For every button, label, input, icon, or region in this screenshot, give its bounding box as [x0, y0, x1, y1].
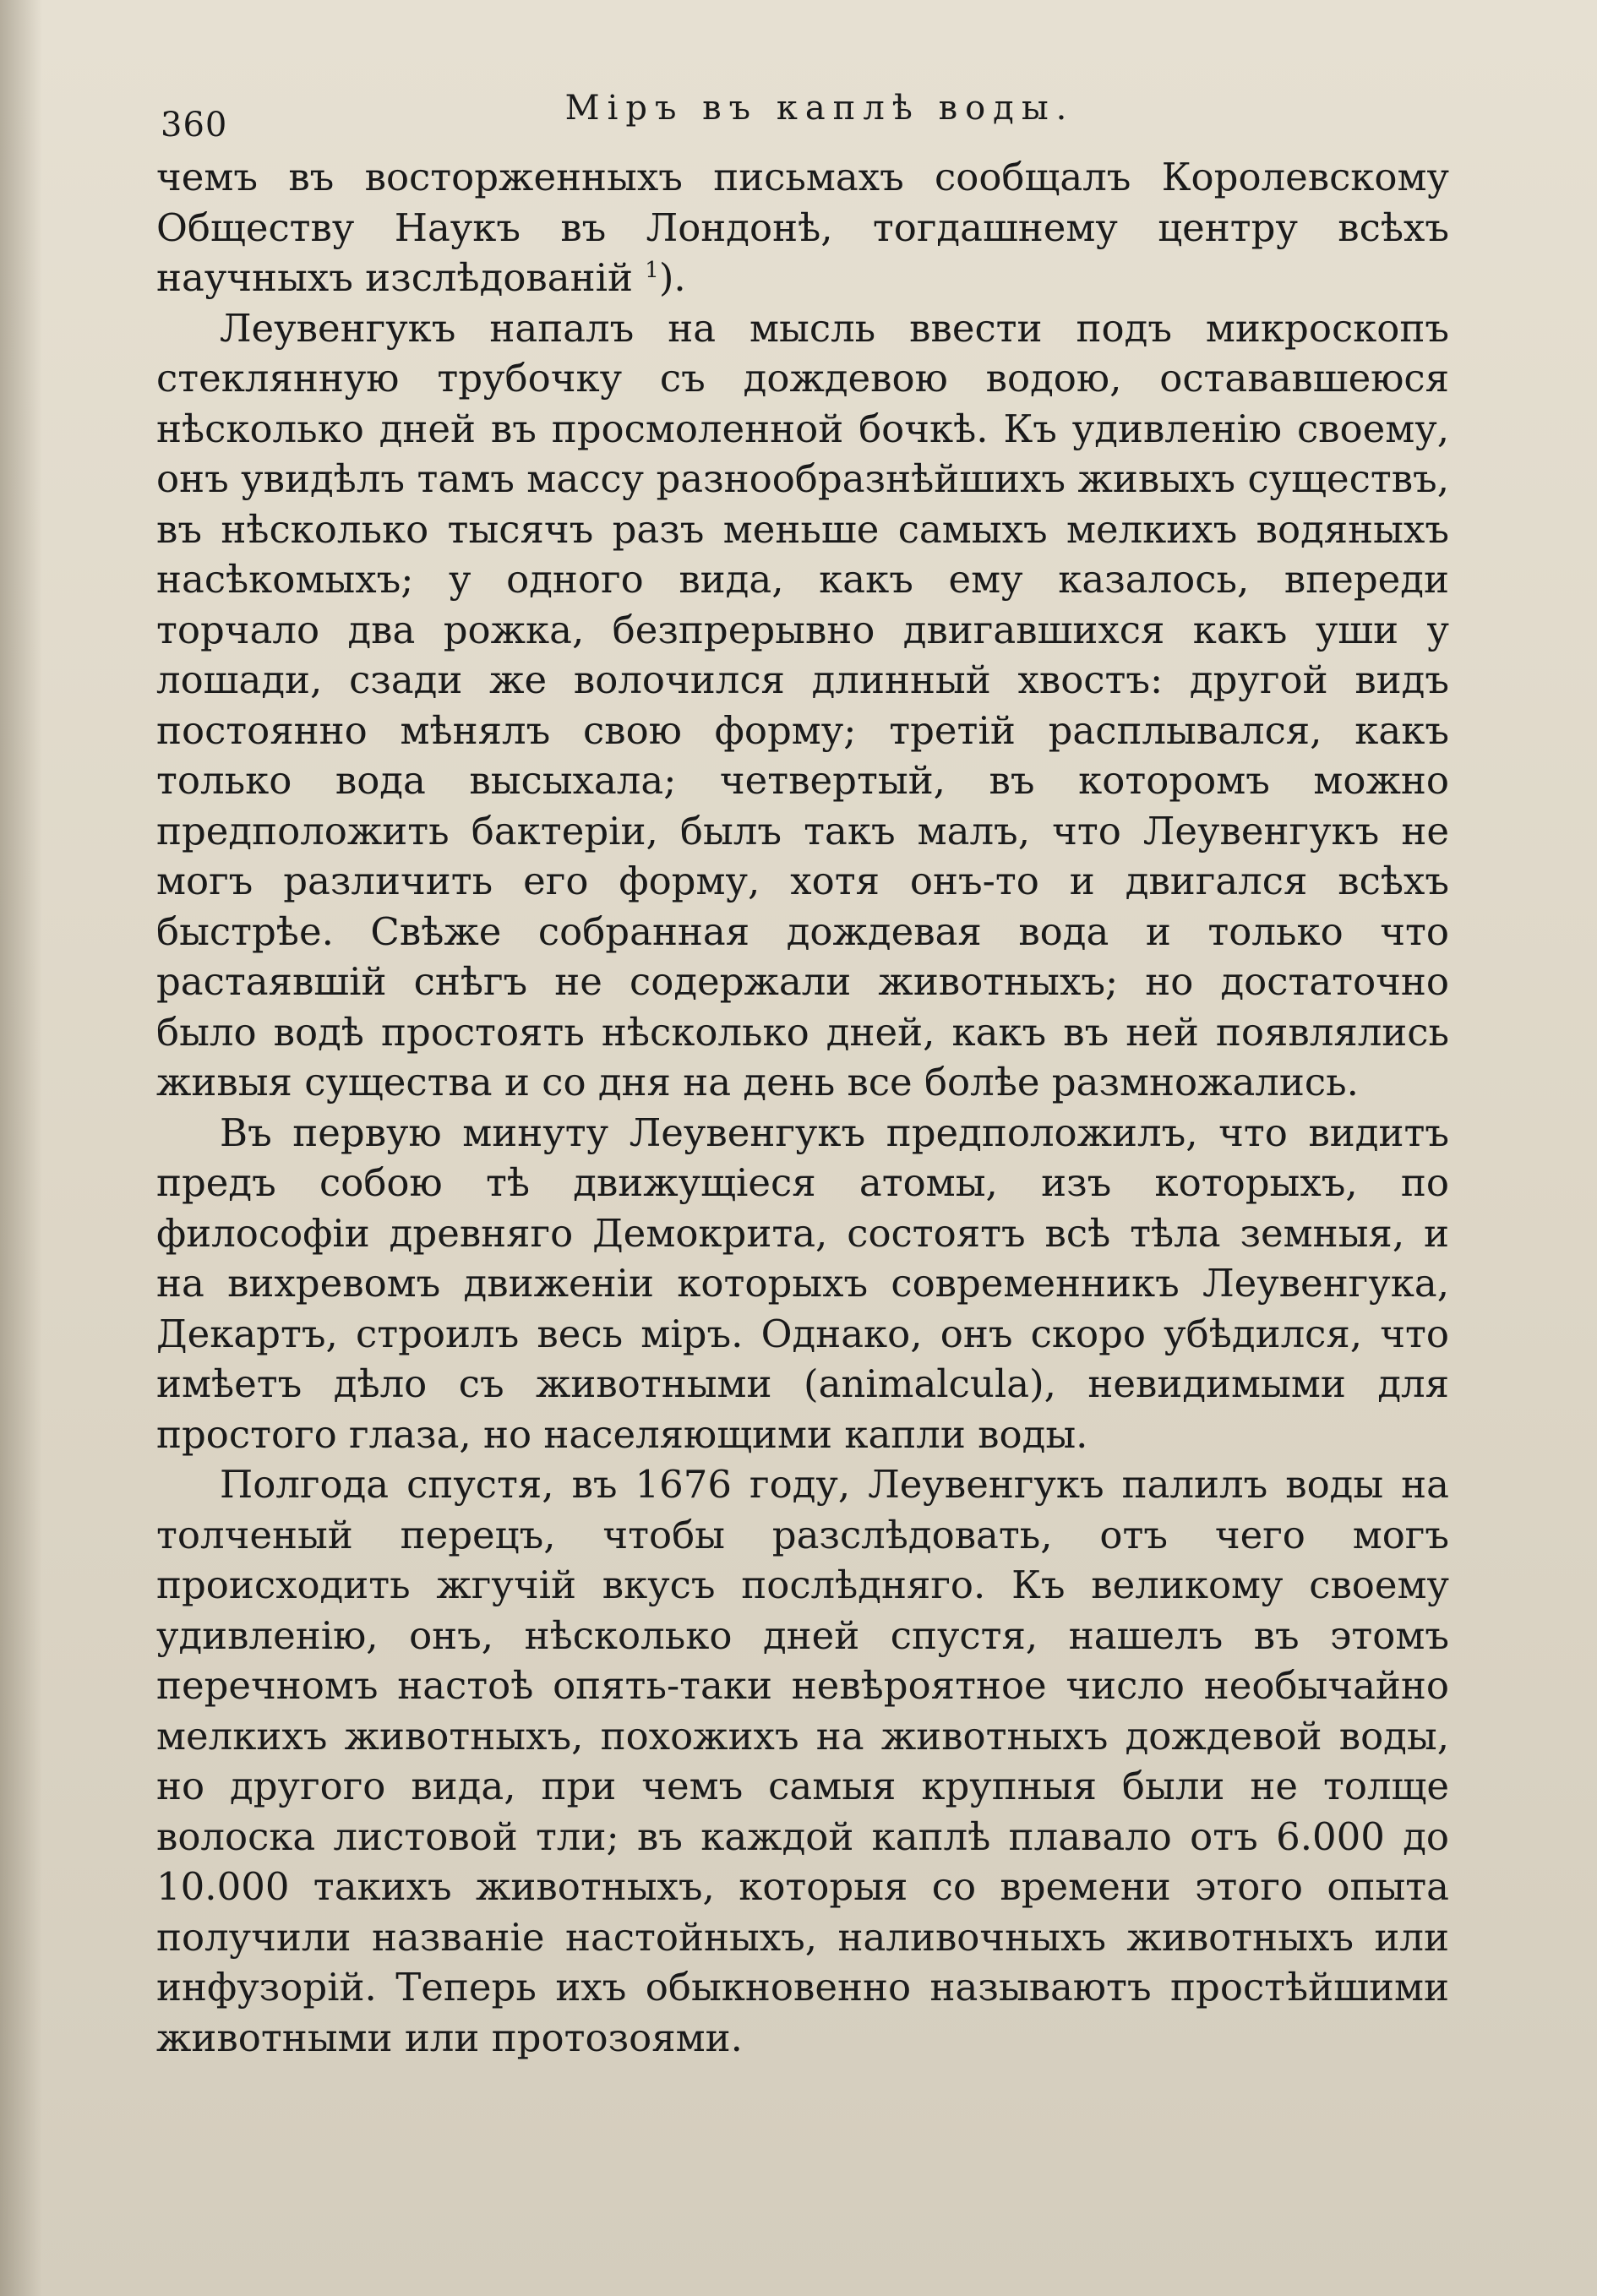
- paragraph-text: Полгода спустя, въ 1676 году, Леувенгукъ палилъ воды на толченый перецъ, чтобы разслѣдовать, отъ чего могъ происходить жгучій вкусъ послѣдняго. Къ великому своему удивленію, онъ, нѣсколько дней спустя, нашелъ въ этомъ перечномъ настоѣ опять-таки невѣроятное число необычайно мелкихъ животныхъ, похожихъ на животныхъ дождевой воды, но другого вида, при чемъ самыя крупныя были не толще волоска листовой тли; въ каждой каплѣ плавало отъ 6.000 до 10.000 такихъ животныхъ, которыя со времени этого опыта получили названіе настойныхъ, наливочныхъ животныхъ или инфузорій. Теперь ихъ обыкновенно называютъ простѣйшими животными или протозоями.: [156, 1462, 1449, 2060]
- paragraph-tail: ).: [658, 255, 686, 300]
- body-text: [156, 152, 1449, 2063]
- paragraph: [156, 1108, 1449, 1460]
- page-edge-shadow: [0, 0, 42, 2296]
- page-header: [161, 89, 1445, 145]
- paragraph-text: Леувенгукъ напалъ на мысль ввести подъ микроскопъ стеклянную трубочку съ дождевою водою, остававшеюся нѣсколько дней въ просмоленной бочкѣ. Къ удивленію своему, онъ увидѣлъ тамъ массу разнообразнѣйшихъ живыхъ существъ, въ нѣсколько тысячъ разъ меньше самыхъ мелкихъ водяныхъ насѣкомыхъ; у одного вида, какъ ему казалось, впереди торчало два рожка, безпрерывно двигавшихся какъ уши у лошади, сзади же волочился длинный хвостъ: другой видъ постоянно мѣнялъ свою форму; третій расплывался, какъ только вода высыхала; четвертый, въ которомъ можно предположить бактеріи, былъ такъ малъ, что Леувенгукъ не могъ различить его форму, хотя онъ-то и двигался всѣхъ быстрѣе. Свѣже собранная дождевая вода и только что растаявшій снѣгъ не содержали животныхъ; но достаточно было водѣ простоять нѣсколько дней, какъ въ ней появлялись живыя существа и со дня на день все болѣе размножались.: [156, 305, 1449, 1104]
- paragraph-text: чемъ въ восторженныхъ письмахъ сообщалъ Королевскому Обществу Наукъ въ Лондонѣ, тогдашнему центру всѣхъ научныхъ изслѣдованій: [156, 155, 1449, 300]
- running-title: Міръ въ каплѣ воды.: [564, 89, 1075, 128]
- paragraph: [156, 303, 1449, 1108]
- paragraph: [156, 1459, 1449, 2063]
- paragraph-text: Въ первую минуту Леувенгукъ предположилъ, что видитъ предъ собою тѣ движущіеся атомы, изъ которыхъ, по философіи древняго Демокрита, состоятъ всѣ тѣла земныя, и на вихревомъ движеніи которыхъ современникъ Леувенгука, Декартъ, строилъ весь міръ. Однако, онъ скоро убѣдился, что имѣетъ дѣло съ животными (animalcula), невидимыми для простого глаза, но населяющими капли воды.: [156, 1110, 1449, 1457]
- page-number: 360: [161, 106, 228, 145]
- paragraph-continuation: [156, 152, 1449, 303]
- footnote-marker: 1: [645, 258, 659, 283]
